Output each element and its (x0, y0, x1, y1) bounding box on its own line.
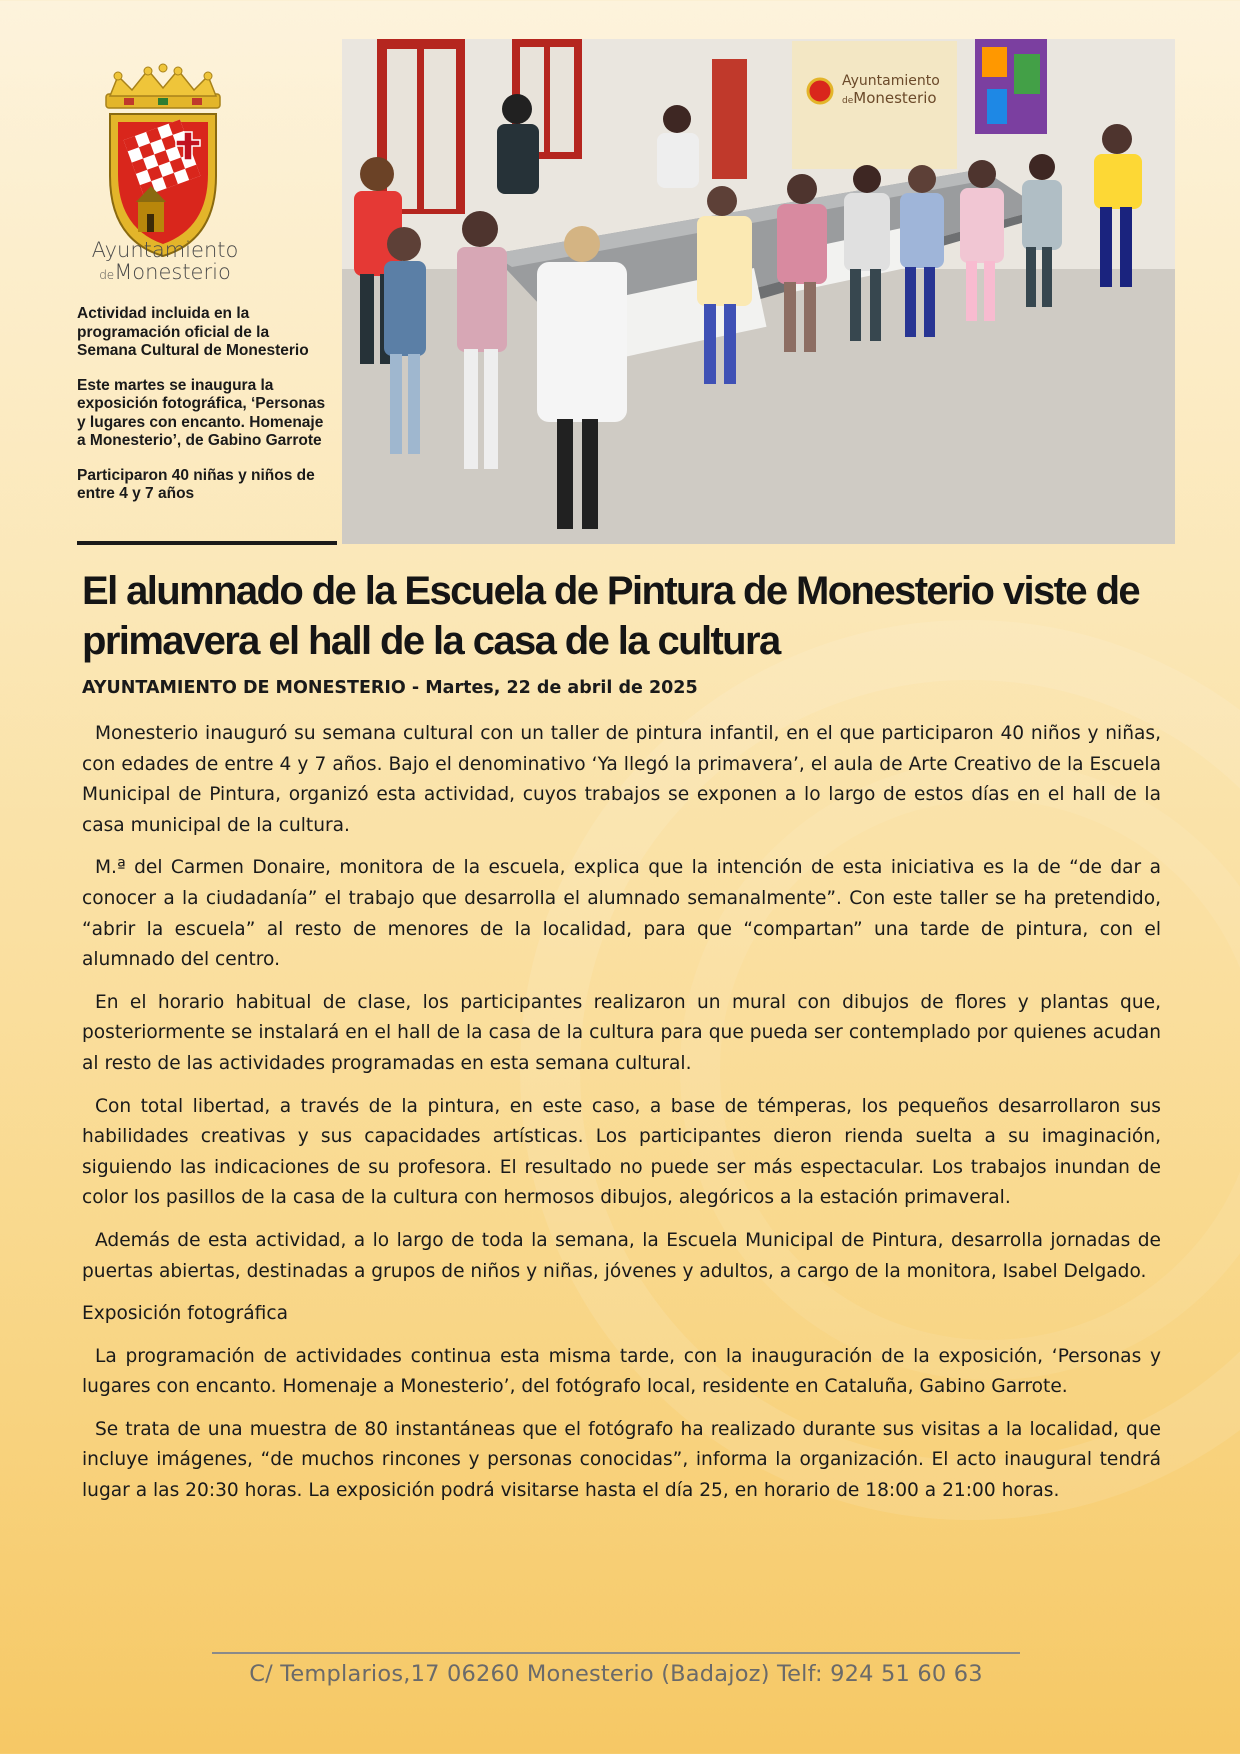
highlight-item: Participaron 40 niñas y niños de entre 4 y 7 años (77, 466, 315, 502)
article-paragraph: La programación de actividades continua esta misma tarde, con la inauguración de la exposición, ‘Personas y lugares con encanto. Homenaje a Monesterio’, del fotógrafo local, residente en Cataluña, Gabino Garrote. (82, 1345, 1161, 1398)
shield-icon (110, 114, 216, 256)
workshop-photo-illustration (342, 39, 1175, 544)
banner-text-monesterio: Monesterio (853, 89, 937, 107)
highlight-item: Actividad incluida en la programación oficial de la Semana Cultural de Monesterio (77, 305, 309, 359)
article-subheading: Exposición fotográfica (82, 1303, 289, 1325)
article-paragraph: Con total libertad, a través de la pintura, en este caso, a base de témperas, los pequeños desarrollaron sus habilidades creativas y sus capacidades artísticas. Los participantes dieron rienda suelta a su imaginación, siguiendo las indicaciones de su profesora. El resultado no puede ser más espectacular. Los trabajos inundan de color los pasillos de la casa de la cultura con hermosos dibujos, alegóricos a la estación primaveral. (82, 1095, 1161, 1209)
article-body (82, 719, 1161, 1519)
article-paragraph: En el horario habitual de clase, los participantes realizaron un mural con dibujos de flores y plantas que, posteriormente se instalará en el hall de la casa de la cultura para que pueda ser contemplado por quienes acudan al resto de las actividades programadas en esta semana cultural. (82, 991, 1161, 1074)
highlight-item: Este martes se inaugura la exposición fotográfica, ‘Personas y lugares con encanto. Homenaje a Monesterio’, de Gabino Garrote (77, 376, 326, 449)
logo-caption-line1: Ayuntamiento (91, 238, 239, 262)
workshop-photo (342, 39, 1175, 544)
article-headline: El alumnado de la Escuela de Pintura de Monesterio viste de primavera el hall de la casa de la cultura (82, 569, 1140, 663)
article-paragraph: Se trata de una muestra de 80 instantáneas que el fotógrafo ha realizado durante sus visitas a la localidad, que incluye imágenes, “de muchos rincones y personas conocidas”, informa la organización. El acto inaugural tendrá lugar a las 20:30 horas. La exposición podrá visitarse hasta el día 25, en horario de 18:00 a 21:00 horas. (82, 1418, 1161, 1502)
banner-text-de: de (842, 96, 854, 106)
crown-icon (106, 64, 220, 108)
banner-text-line2 (842, 89, 937, 107)
footer-divider (212, 1652, 1020, 1654)
banner-text-line1: Ayuntamiento (842, 73, 940, 89)
article-byline: AYUNTAMIENTO DE MONESTERIO - Martes, 22 de abril de 2025 (82, 678, 698, 698)
footer-address: C/ Templarios,17 06260 Monesterio (Badajoz) Telf: 924 51 60 63 (249, 1661, 983, 1687)
logo-caption-line2 (60, 260, 270, 284)
logo-caption-de: de (99, 268, 115, 282)
article-paragraph: Además de esta actividad, a lo largo de toda la semana, la Escuela Municipal de Pintura, desarrolla jornadas de puertas abiertas, destinadas a grupos de niños y niñas, jóvenes y adultos, a cargo de la monitora, Isabel Delgado. (82, 1229, 1161, 1282)
sidebar-highlights (77, 305, 332, 520)
sidebar-divider (77, 541, 337, 545)
article-paragraph: Monesterio inauguró su semana cultural con un taller de pintura infantil, en el que participaron 40 niños y niñas, con edades de entre 4 y 7 años. Bajo el denominativo ‘Ya llegó la primavera’, el aula de Arte Creativo de la Escuela Municipal de Pintura, organizó esta actividad, cuyos trabajos se exponen a lo largo de estos días en el hall de la casa municipal de la cultura. (82, 723, 1161, 836)
article-paragraph: M.ª del Carmen Donaire, monitora de la escuela, explica que la intención de esta iniciativa es la de “de dar a conocer a la ciudadanía” el trabajo que desarrolla el alumnado semanalmente”. Con este taller se ha pretendido, “abrir la escuela” al resto de menores de la localidad, para que “compartan” una tarde de pintura, con el alumnado del centro. (82, 857, 1161, 971)
logo-caption-monesterio: Monesterio (114, 260, 231, 284)
